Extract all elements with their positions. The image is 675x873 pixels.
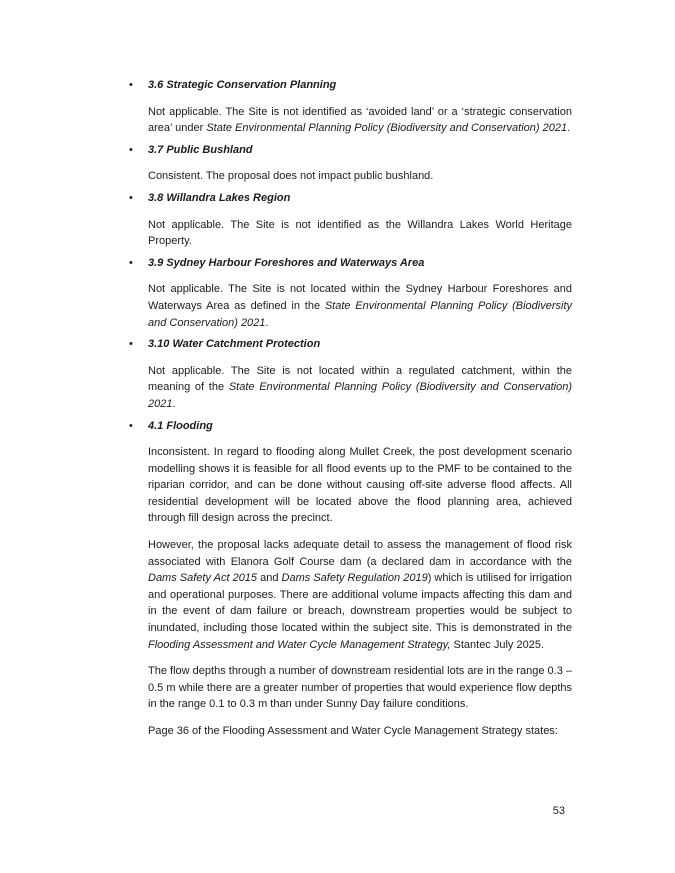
text-run: and (257, 572, 282, 585)
section-heading-3-8: 3.8 Willandra Lakes Region (148, 191, 291, 204)
document-body (129, 77, 573, 740)
regulation-title-italic: Dams Safety Regulation 2019 (281, 572, 428, 585)
section-heading-3-7: 3.7 Public Bushland (148, 143, 253, 156)
para-sydney-harbour (148, 281, 572, 331)
para-water-catchment (148, 363, 572, 413)
bullet-icon: • (129, 191, 133, 204)
para-flood-risk-dam (148, 537, 572, 653)
policy-title-italic: State Environmental Planning Policy (Biodiversity and Conservation) 2021 (206, 122, 568, 135)
bullet-icon: • (129, 338, 133, 351)
policy-title-italic: State Environmental Planning Policy (Biodiversity and Conservation) 2021 (148, 299, 573, 329)
bullet-icon: • (129, 79, 133, 91)
text-run: Stantec July 2025. (450, 638, 545, 651)
bullet-heading-3-9 (129, 255, 572, 272)
text-run: However, the proposal lacks adequate detail to assess the management of flood risk associated with Elanora Golf Course dam (a declared dam in accordance with the (148, 539, 572, 568)
text-run: . (172, 397, 176, 410)
act-title-italic: Dams Safety Act 2015 (148, 572, 258, 585)
para-flooding-inconsistent (148, 444, 572, 527)
text-run: Not applicable. The Site is not identified as the Willandra Lakes World Heritage Property. (148, 218, 572, 248)
bullet-heading-3-7 (129, 142, 572, 159)
text-run: Page 36 of the Flooding Assessment and Water Cycle Management Strategy states: (148, 725, 558, 737)
bullet-heading-3-6 (129, 77, 572, 94)
bullet-icon: • (129, 256, 133, 269)
report-title-italic: Flooding Assessment and Water Cycle Management Strategy, (148, 638, 451, 651)
text-run: ) which is utilised for irrigation and operational purposes. There are additional volume impacts affecting this dam and in the event of dam failure or breach, downstream properties would be subject to inundated, including those located within the subject site. This is demonstrated in the (148, 572, 572, 635)
text-run: . (265, 316, 269, 329)
bullet-heading-4-1 (129, 418, 572, 435)
section-heading-3-6: 3.6 Strategic Conservation Planning (148, 79, 337, 91)
text-run: . (567, 122, 571, 135)
text-run: The flow depths through a number of downstream residential lots are in the range 0.3 – 0.5 m while there are a greater number of properties that would experience flow depths in the range 0.1 to 0.3 m than under Sunny Day failure conditions. (148, 665, 572, 711)
para-strategic-conservation (148, 104, 572, 137)
bullet-icon: • (129, 419, 133, 432)
section-heading-3-9: 3.9 Sydney Harbour Foreshores and Waterways Area (148, 256, 425, 269)
bullet-heading-3-10 (129, 336, 572, 353)
bullet-heading-3-8 (129, 190, 572, 207)
para-page-36-reference (148, 723, 572, 740)
para-willandra-lakes (148, 217, 572, 250)
text-run: Not applicable. The Site is not identified as ‘avoided land’ or a ‘strategic conservation area’ under (148, 105, 572, 135)
text-run: Not applicable. The Site is not located within the Sydney Harbour Foreshores and Waterways Area as defined in the (148, 283, 572, 312)
page-number: 53 (552, 805, 565, 817)
policy-title-italic: State Environmental Planning Policy (Biodiversity and Conservation) 2021 (148, 381, 572, 410)
section-heading-4-1: 4.1 Flooding (148, 419, 213, 432)
bullet-icon: • (129, 143, 133, 156)
section-heading-3-10: 3.10 Water Catchment Protection (148, 338, 321, 351)
text-run: Not applicable. The Site is not located within a regulated catchment, within the meaning of the (148, 364, 572, 394)
para-flow-depths (148, 663, 572, 713)
para-public-bushland (148, 168, 572, 185)
text-run: Inconsistent. In regard to flooding along Mullet Creek, the post development scenario modelling shows it is feasible for all flood events up to the PMF to be contained to the riparian corridor, and can be done without causing off-site adverse flood affects. All residential development will be located above the flood planning area, achieved through fill design across the precinct. (148, 446, 572, 525)
text-run: Consistent. The proposal does not impact public bushland. (148, 170, 434, 183)
